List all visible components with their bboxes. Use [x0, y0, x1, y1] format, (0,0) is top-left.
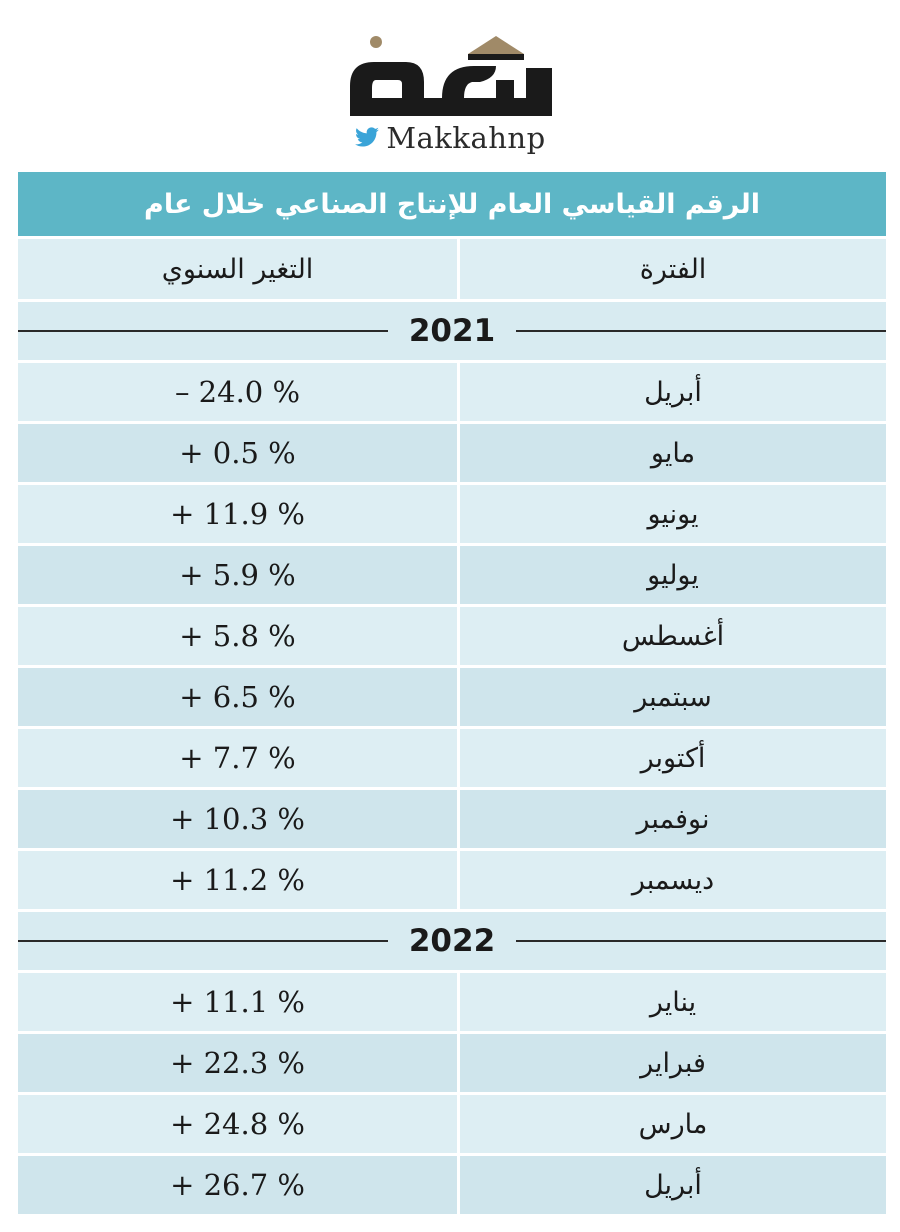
period-cell: فبراير [460, 1034, 886, 1092]
change-cell: + 11.1 % [18, 973, 457, 1031]
divider-line [18, 330, 388, 332]
twitter-handle: Makkahnp [386, 121, 546, 155]
change-cell: + 0.5 % [18, 424, 457, 482]
change-cell: + 10.3 % [18, 790, 457, 848]
year-divider-2022 [18, 912, 886, 970]
industrial-production-table [18, 172, 886, 1214]
period-cell: أبريل [460, 363, 886, 421]
table-row [18, 1034, 886, 1092]
divider-line [516, 940, 886, 942]
change-cell: + 5.9 % [18, 546, 457, 604]
table-row [18, 851, 886, 909]
period-column-header: الفترة [460, 239, 886, 299]
change-cell: + 26.7 % [18, 1156, 457, 1214]
change-cell: + 24.8 % [18, 1095, 457, 1153]
twitter-bird-icon [354, 127, 380, 149]
change-cell: + 11.2 % [18, 851, 457, 909]
table-row [18, 363, 886, 421]
divider-line [516, 330, 886, 332]
table-row [18, 790, 886, 848]
brand-header [0, 0, 900, 170]
twitter-handle-row [0, 118, 900, 158]
table-row [18, 1156, 886, 1214]
table-title: الرقم القياسي العام للإنتاج الصناعي خلال عام [144, 188, 760, 220]
period-cell: نوفمبر [460, 790, 886, 848]
change-cell: + 5.8 % [18, 607, 457, 665]
table-title-bar [18, 172, 886, 236]
table-row [18, 729, 886, 787]
period-cell: أغسطس [460, 607, 886, 665]
period-cell: ديسمبر [460, 851, 886, 909]
table-row [18, 546, 886, 604]
table-row [18, 973, 886, 1031]
year-label: 2022 [408, 923, 496, 959]
period-cell: مايو [460, 424, 886, 482]
change-cell: – 24.0 % [18, 363, 457, 421]
period-cell: سبتمبر [460, 668, 886, 726]
table-row [18, 607, 886, 665]
change-cell: + 11.9 % [18, 485, 457, 543]
period-cell: يوليو [460, 546, 886, 604]
period-cell: يونيو [460, 485, 886, 543]
period-cell: أكتوبر [460, 729, 886, 787]
table-row [18, 1095, 886, 1153]
period-cell: أبريل [460, 1156, 886, 1214]
makkah-logo [346, 32, 556, 124]
period-cell: يناير [460, 973, 886, 1031]
year-divider-2021 [18, 302, 886, 360]
change-cell: + 7.7 % [18, 729, 457, 787]
divider-line [18, 940, 388, 942]
table-row [18, 485, 886, 543]
change-column-header: التغير السنوي [18, 239, 457, 299]
table-header-row [18, 239, 886, 299]
table-row [18, 424, 886, 482]
change-cell: + 22.3 % [18, 1034, 457, 1092]
period-cell: مارس [460, 1095, 886, 1153]
table-row [18, 668, 886, 726]
change-cell: + 6.5 % [18, 668, 457, 726]
year-label: 2021 [408, 313, 496, 349]
